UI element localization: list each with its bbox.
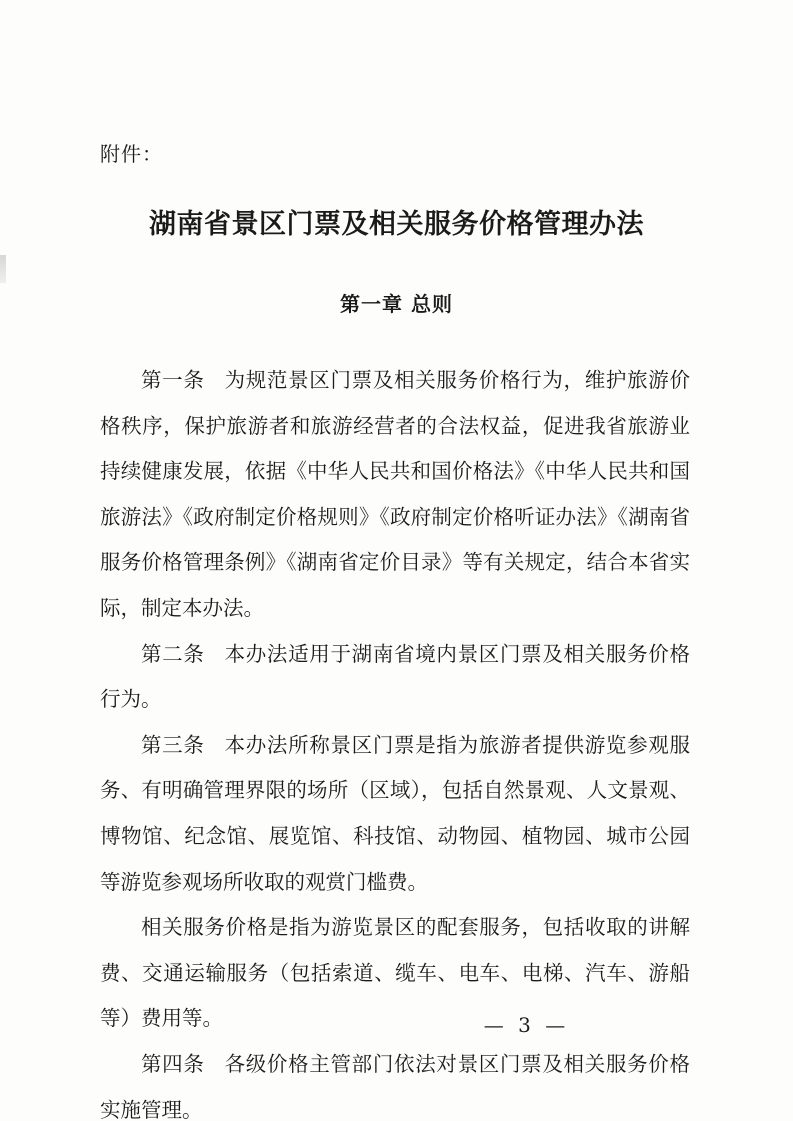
document-body <box>100 358 690 1121</box>
scan-margin-mark <box>0 255 6 283</box>
document-title: 湖南省景区门票及相关服务价格管理办法 <box>149 209 644 240</box>
page-number: — 3 — <box>483 1013 570 1037</box>
article-3-paragraph <box>100 723 690 905</box>
article-2-paragraph <box>100 632 690 723</box>
article-text: 本办法所称景区门票是指为旅游者提供游览参观服务、有明确管理界限的场所（区域），包括自然景观、人文景观、博物馆、纪念馆、展览馆、科技馆、动物园、植物园、城市公园等游览参观场所收取的观赏门槛费。 <box>100 732 690 894</box>
article-text: 相关服务价格是指为游览景区的配套服务，包括收取的讲解费、交通运输服务（包括索道、缆车、电车、电梯、汽车、游船等）费用等。 <box>100 915 690 1031</box>
annex-label: 附件： <box>100 142 163 166</box>
article-number: 第一条 <box>141 368 205 392</box>
article-text: 各级价格主管部门依法对景区门票及相关服务价格实施管理。 <box>100 1051 690 1121</box>
article-4-paragraph <box>100 1042 690 1121</box>
article-text: 本办法适用于湖南省境内景区门票及相关服务价格行为。 <box>100 641 690 712</box>
article-number: 第二条 <box>141 641 205 666</box>
article-number: 第四条 <box>141 1051 205 1076</box>
article-1-paragraph <box>100 358 690 632</box>
article-number: 第三条 <box>141 732 205 757</box>
chapter-heading: 第一章 总则 <box>340 292 453 316</box>
article-text: 为规范景区门票及相关服务价格行为，维护旅游价格秩序，保护旅游者和旅游经营者的合法权益，促进我省旅游业持续健康发展，依据《中华人民共和国价格法》《中华人民共和国旅游法》《政府制定价格规则》《政府制定价格听证办法》《湖南省服务价格管理条例》《湖南省定价目录》等有关规定，结合本省实际，制定本办法。 <box>100 368 690 620</box>
